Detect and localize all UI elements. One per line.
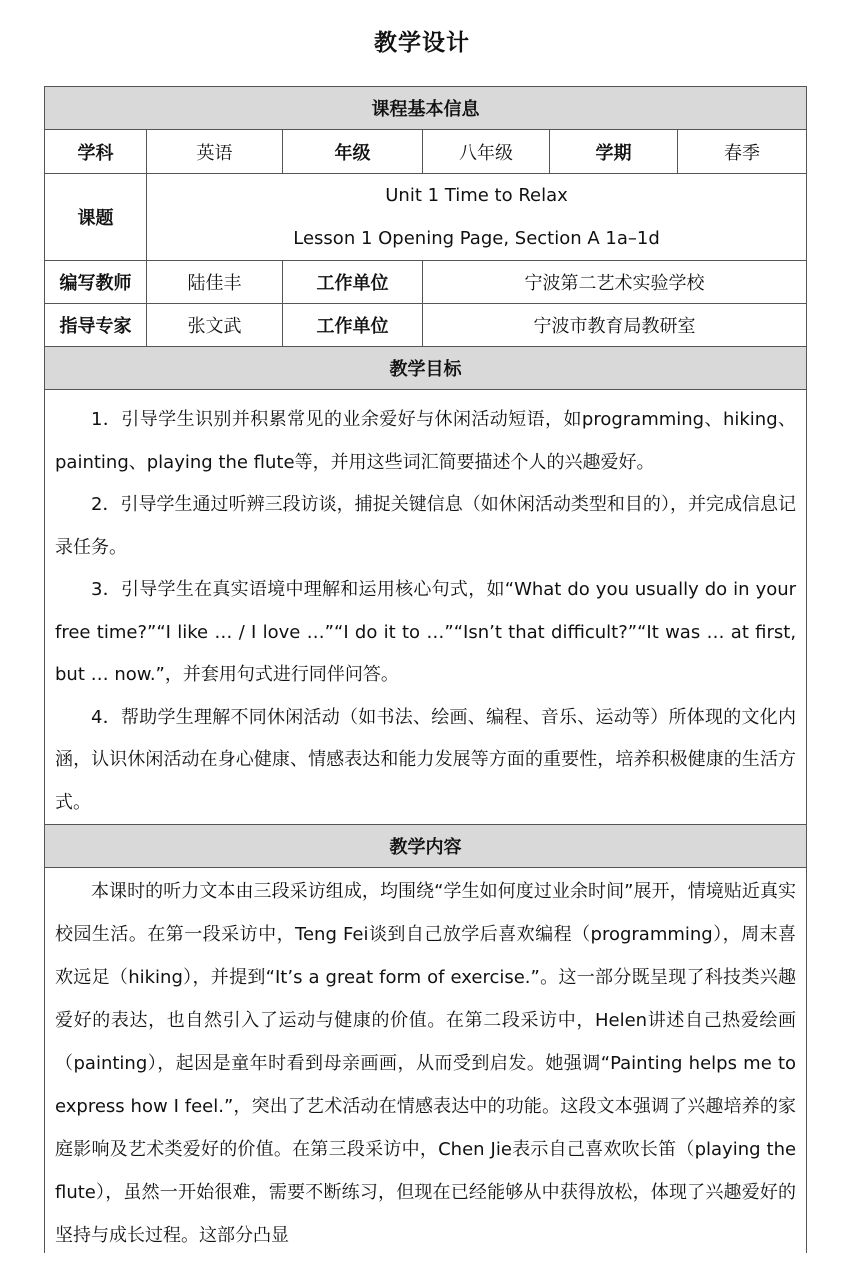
content-cell xyxy=(45,868,807,1268)
objective-item: 4．帮助学生理解不同休闲活动（如书法、绘画、编程、音乐、运动等）所体现的文化内涵，认识休闲活动在身心健康、情感表达和能力发展等方面的重要性，培养积极健康的生活方式。 xyxy=(55,706,797,813)
objective-item: 2．引导学生通过听辨三段访谈，捕捉关键信息（如休闲活动类型和目的），并完成信息记录任务。 xyxy=(55,494,797,558)
section-objectives: 教学目标 xyxy=(45,347,807,390)
page-bottom-margin xyxy=(0,1253,844,1280)
objectives-cell xyxy=(45,390,807,825)
term-value: 春季 xyxy=(678,130,807,174)
teacher-label: 编写教师 xyxy=(45,261,147,304)
section-content: 教学内容 xyxy=(45,825,807,868)
subject-label: 学科 xyxy=(45,130,147,174)
teacher-value: 陆佳丰 xyxy=(147,261,283,304)
content-paragraph: 本课时的听力文本由三段采访组成，均围绕“学生如何度过业余时间”展开，情境贴近真实校园生活。在第一段采访中，Teng Fei谈到自己放学后喜欢编程（programming），周末喜欢远足（hiking），并提到“It’s a great form of exercise.”。这一部分既呈现了科技类兴趣爱好的表达，也自然引入了运动与健康的价值。在第二段采访中，Helen讲述自己热爱绘画（painting），起因是童年时看到母亲画画，从而受到启发。她强调“Painting helps me to express how I feel.”，突出了艺术活动在情感表达中的功能。这段文本强调了兴趣培养的家庭影响及艺术类爱好的价值。在第三段采访中，Chen Jie表示自己喜欢吹长笛（playing the flute），虽然一开始很难，需要不断练习，但现在已经能够从中获得放松，体现了兴趣爱好的坚持与成长过程。这部分凸显 xyxy=(55,881,797,1246)
expert-unit-label: 工作单位 xyxy=(283,304,423,347)
subject-value: 英语 xyxy=(147,130,283,174)
expert-value: 张文武 xyxy=(147,304,283,347)
topic-lesson: Lesson 1 Opening Page, Section A 1a–1d xyxy=(293,228,660,249)
expert-unit-value: 宁波市教育局教研室 xyxy=(423,304,807,347)
section-basic-info: 课程基本信息 xyxy=(45,87,807,130)
topic-label: 课题 xyxy=(45,174,147,261)
teacher-unit-value: 宁波第二艺术实验学校 xyxy=(423,261,807,304)
lesson-design-table xyxy=(44,86,807,1268)
grade-label: 年级 xyxy=(283,130,423,174)
page-title: 教学设计 xyxy=(374,30,470,56)
term-label: 学期 xyxy=(550,130,678,174)
expert-label: 指导专家 xyxy=(45,304,147,347)
grade-value: 八年级 xyxy=(423,130,550,174)
teacher-unit-label: 工作单位 xyxy=(283,261,423,304)
objective-item: 3．引导学生在真实语境中理解和运用核心句式，如“What do you usually do in your free time?”“I like … / I love …”“I do it to …”“Isn’t that difficult?”“It was … at first, but … now.”，并套用句式进行同伴问答。 xyxy=(55,579,797,685)
objective-item: 1．引导学生识别并积累常见的业余爱好与休闲活动短语，如programming、hiking、painting、playing the flute等，并用这些词汇简要描述个人的兴趣爱好。 xyxy=(55,409,797,473)
topic-value xyxy=(147,174,807,261)
topic-unit: Unit 1 Time to Relax xyxy=(385,185,568,206)
